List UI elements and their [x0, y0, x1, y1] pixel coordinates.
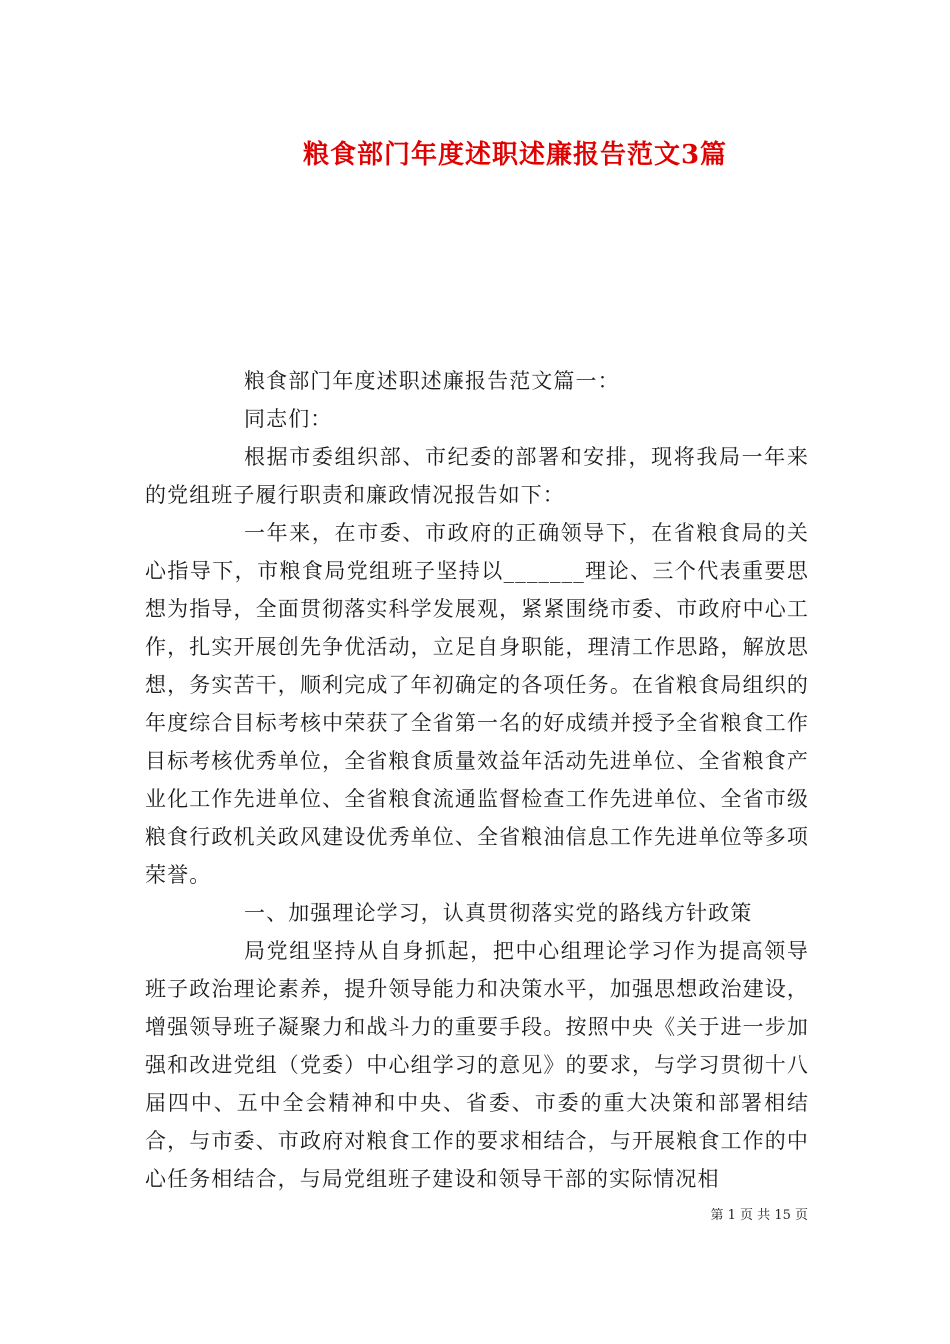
- page-number: 第 1 页 共 15 页: [710, 1208, 808, 1223]
- document-body: [145, 362, 809, 1198]
- paragraph-heading: 粮食部门年度述职述廉报告范文篇一：: [244, 369, 620, 393]
- document-title: 粮食部门年度述职述廉报告范文3篇: [302, 140, 728, 170]
- paragraph-salutation: 同志们：: [244, 407, 333, 431]
- paragraph: 一年来，在市委、市政府的正确领导下，在省粮食局的关心指导下，市粮食局党组班子坚持以_______理论、三个代表重要思想为指导，全面贯彻落实科学发展观，紧紧围绕市委、市政府中心工作，扎实开展创先争优活动，立足自身职能，理清工作思路，解放思想，务实苦干，顺利完成了年初确定的各项任务。在省粮食局组织的年度综合目标考核中荣获了全省第一名的好成绩并授予全省粮食工作目标考核优秀单位，全省粮食质量效益年活动先进单位、全省粮食产业化工作先进单位、全省粮食流通监督检查工作先进单位、全省市级粮食行政机关政风建设优秀单位、全省粮油信息工作先进单位等多项荣誉。: [145, 521, 809, 887]
- section-heading: 一、加强理论学习，认真贯彻落实党的路线方针政策: [244, 901, 753, 925]
- paragraph: 局党组坚持从自身抓起，把中心组理论学习作为提高领导班子政治理论素养，提升领导能力和决策水平，加强思想政治建设，增强领导班子凝聚力和战斗力的重要手段。按照中央《关于进一步加强和改进党组（党委）中心组学习的意见》的要求，与学习贯彻十八届四中、五中全会精神和中央、省委、市委的重大决策和部署相结合，与市委、市政府对粮食工作的要求相结合，与开展粮食工作的中心任务相结合，与局党组班子建设和领导干部的实际情况相: [145, 939, 809, 1191]
- paragraph: 根据市委组织部、市纪委的部署和安排，现将我局一年来的党组班子履行职责和廉政情况报告如下：: [145, 445, 809, 507]
